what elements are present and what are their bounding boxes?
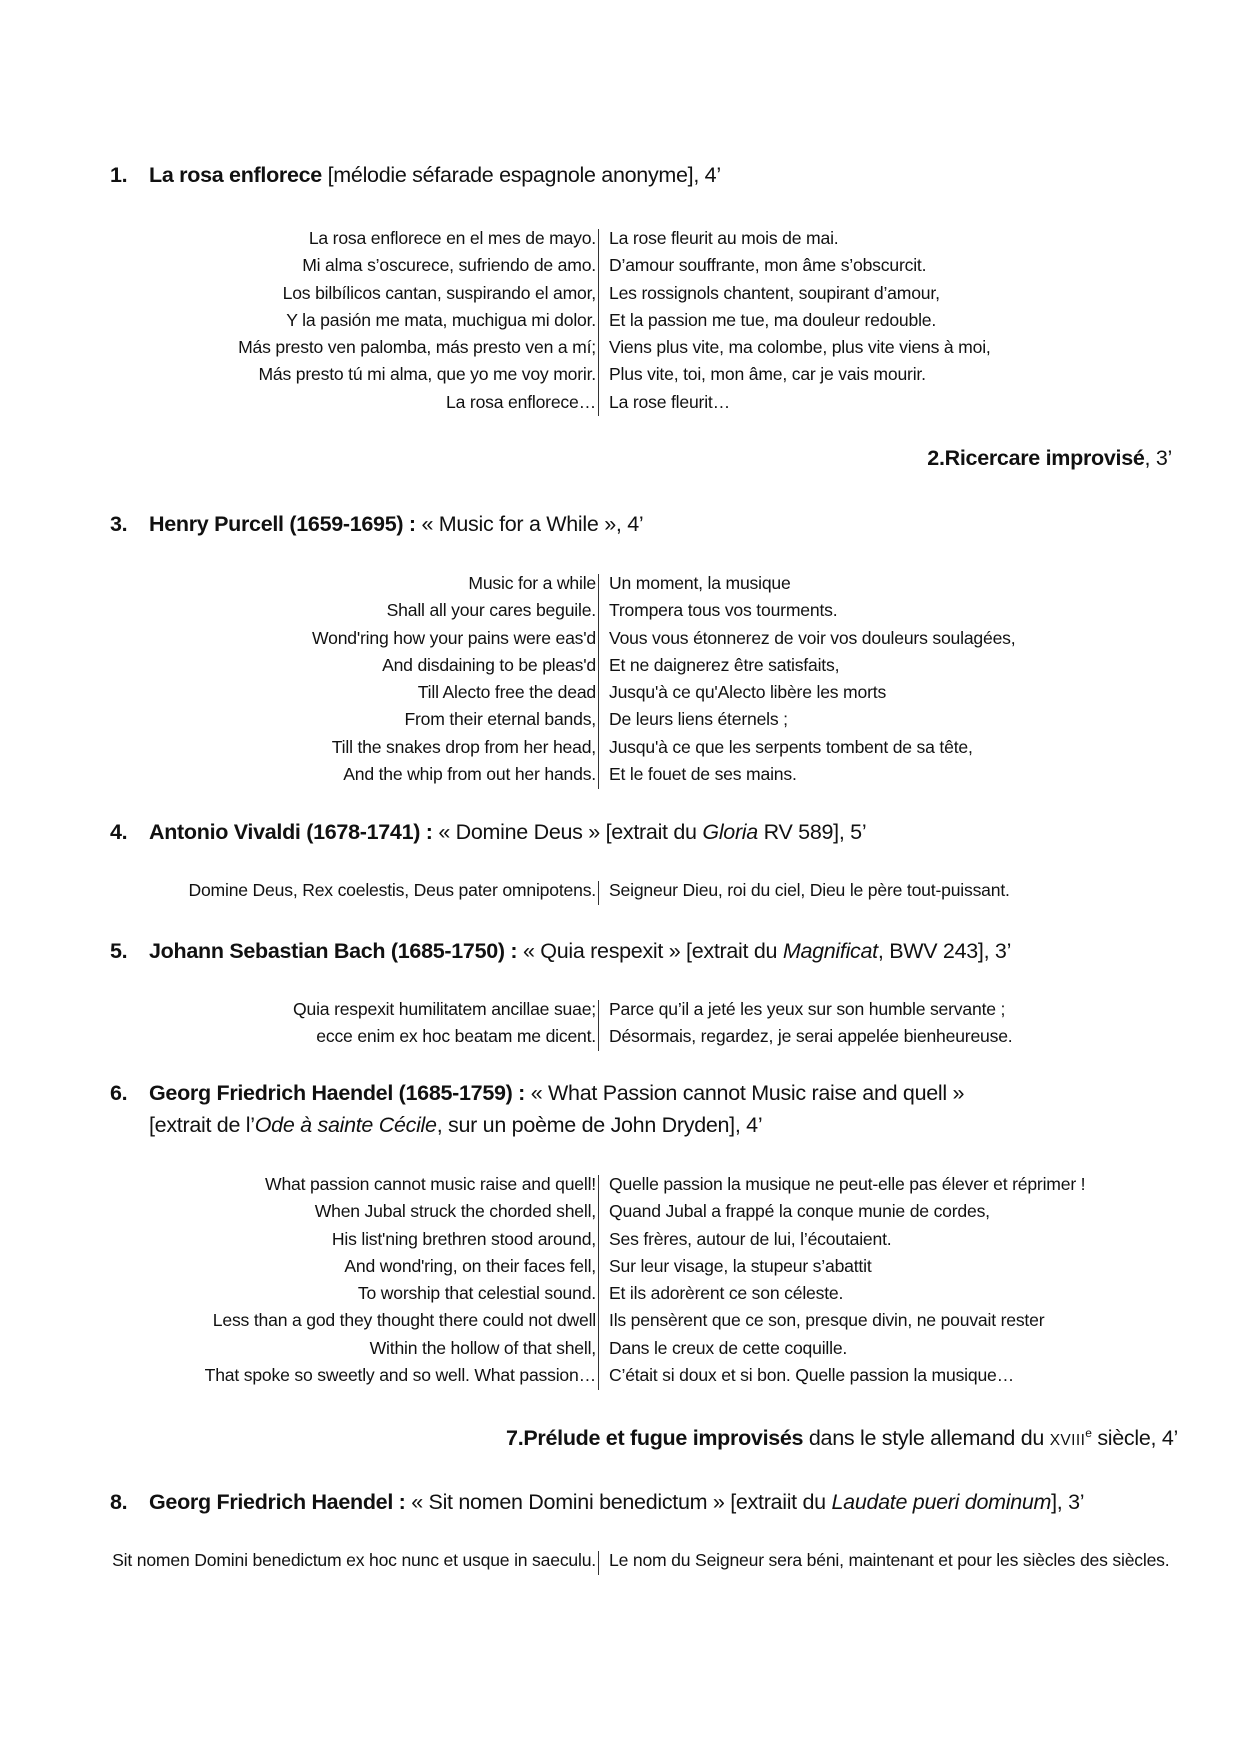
verse-line: [0, 1307, 1240, 1334]
verse-original: Quia respexit humilitatem ancillae suae;: [293, 999, 596, 1019]
verse-line: [0, 706, 1240, 733]
verse-line: [0, 1280, 1240, 1307]
verse-original: Más presto tú mi alma, que yo me voy morir.: [258, 364, 596, 385]
piece-number: 2.: [927, 446, 945, 470]
piece-details: [extrait de l’: [149, 1113, 255, 1137]
piece-title: Henry Purcell (1659-1695) :: [149, 512, 416, 536]
piece-5-heading: [110, 935, 1011, 967]
verse-line: [0, 877, 1240, 904]
verse-original: To worship that celestial sound.: [357, 1283, 596, 1304]
verse-original: Los bilbílicos cantan, suspirando el amor,: [282, 282, 596, 303]
verse-original: Mi alma s’oscurece, sufriendo de amo.: [302, 255, 596, 276]
piece-title: Georg Friedrich Haendel (1685-1759) :: [149, 1081, 526, 1105]
verse-translation: Et le fouet de ses mains.: [609, 764, 797, 785]
piece-details: , 3’: [1144, 446, 1172, 470]
verse-translation: La rose fleurit…: [609, 391, 730, 412]
piece-3-verses: [0, 570, 1240, 788]
piece-title: Johann Sebastian Bach (1685-1750) :: [149, 939, 518, 963]
verse-translation: Jusqu'à ce que les serpents tombent de sa tête,: [609, 736, 973, 757]
piece-details: siècle, 4’: [1091, 1426, 1178, 1450]
verse-translation: Le nom du Seigneur sera béni, maintenant et pour les siècles des siècles.: [609, 1550, 1170, 1570]
verse-line: [0, 252, 1240, 279]
piece-details-line-2: [110, 1109, 964, 1141]
verse-line: [0, 361, 1240, 388]
verse-line: [0, 1253, 1240, 1280]
verse-translation: D’amour souffrante, mon âme s’obscurcit.: [609, 255, 927, 276]
work-title: Gloria: [702, 820, 758, 844]
work-title: Magnificat: [782, 939, 878, 963]
verse-translation: Vous vous étonnerez de voir vos douleurs soulagées,: [609, 627, 1016, 648]
verse-translation: Plus vite, toi, mon âme, car je vais mourir.: [609, 364, 926, 385]
verse-translation: Quelle passion la musique ne peut-elle pas élever et réprimer !: [609, 1174, 1086, 1194]
verse-line: [0, 1226, 1240, 1253]
piece-number: 3.: [110, 512, 128, 536]
verse-original: ecce enim ex hoc beatam me dicent.: [316, 1026, 596, 1047]
piece-details: « Domine Deus » [extrait du: [432, 820, 703, 844]
verse-original: Sit nomen Domini benedictum ex hoc nunc et usque in saeculu.: [112, 1550, 596, 1570]
piece-6-verses: [0, 1171, 1240, 1389]
verse-original: Más presto ven palomba, más presto ven a mí;: [238, 337, 596, 358]
verse-original: Till Alecto free the dead: [417, 682, 596, 703]
verse-original: La rosa enflorece en el mes de mayo.: [308, 228, 596, 248]
work-title: Laudate pueri dominum: [831, 1490, 1052, 1514]
piece-6-heading: [110, 1077, 964, 1141]
verse-original: From their eternal bands,: [404, 709, 596, 730]
verse-original: That spoke so sweetly and so well. What passion…: [204, 1365, 596, 1386]
verse-original: Domine Deus, Rex coelestis, Deus pater omnipotens.: [188, 880, 596, 900]
piece-5-verses: [0, 996, 1240, 1051]
verse-translation: Jusqu'à ce qu'Alecto libère les morts: [609, 682, 887, 703]
verse-original: And the whip from out her hands.: [343, 764, 596, 785]
verse-line: [0, 225, 1240, 252]
verse-line: [0, 389, 1240, 416]
verse-translation: Ils pensèrent que ce son, presque divin, ne pouvait rester: [609, 1310, 1045, 1331]
piece-title: Prélude et fugue improvisés: [523, 1426, 804, 1450]
verse-line: [0, 679, 1240, 706]
piece-number: 5.: [110, 939, 128, 963]
piece-number: 8.: [110, 1490, 128, 1514]
verse-translation: Dans le creux de cette coquille.: [609, 1337, 848, 1358]
piece-title: La rosa enflorece: [149, 163, 322, 187]
verse-line: [0, 1171, 1240, 1198]
piece-3-heading: [110, 508, 643, 540]
verse-line: [0, 734, 1240, 761]
verse-line: [0, 307, 1240, 334]
verse-line: [0, 625, 1240, 652]
verse-original: Shall all your cares beguile.: [386, 600, 596, 621]
verse-original: Less than a god they thought there could not dwell: [212, 1310, 596, 1331]
verse-translation: Les rossignols chantent, soupirant d’amour,: [609, 282, 940, 303]
verse-translation: Et ils adorèrent ce son céleste.: [609, 1283, 844, 1304]
verse-original: Music for a while: [468, 573, 596, 593]
verse-line: [0, 280, 1240, 307]
verse-line: [0, 1362, 1240, 1389]
piece-4-heading: [110, 816, 866, 848]
verse-original: His list'ning brethren stood around,: [331, 1228, 596, 1249]
piece-2-heading: [906, 442, 1172, 474]
verse-original: Wond'ring how your pains were eas'd: [312, 627, 596, 648]
verse-original: What passion cannot music raise and quell!: [265, 1174, 596, 1194]
verse-translation: Un moment, la musique: [609, 573, 791, 593]
verse-original: Y la pasión me mata, muchigua mi dolor.: [286, 309, 596, 330]
piece-number: 4.: [110, 820, 128, 844]
piece-number: 6.: [110, 1081, 128, 1105]
piece-details: RV 589], 5’: [757, 820, 867, 844]
verse-translation: Et la passion me tue, ma douleur redouble.: [609, 309, 937, 330]
piece-details: « Music for a While », 4’: [415, 512, 644, 536]
verse-translation: Sur leur visage, la stupeur s’abattit: [609, 1255, 872, 1276]
verse-line: [0, 1547, 1240, 1574]
piece-8-verses: [0, 1547, 1240, 1574]
verse-translation: C’était si doux et si bon. Quelle passion la musique…: [609, 1365, 1015, 1386]
verse-translation: Trompera tous vos tourments.: [609, 600, 838, 621]
verse-line: [0, 996, 1240, 1023]
verse-translation: Quand Jubal a frappé la conque munie de cordes,: [609, 1201, 990, 1222]
piece-details: , sur un poème de John Dryden], 4’: [436, 1113, 763, 1137]
verse-original: And wond'ring, on their faces fell,: [344, 1255, 596, 1276]
piece-number: 7.: [506, 1426, 524, 1450]
century-numeral: XVIII: [1049, 1432, 1086, 1449]
piece-details: « Sit nomen Domini benedictum » [extraiit du: [405, 1490, 832, 1514]
piece-1-verses: [0, 225, 1240, 416]
piece-4-verses: [0, 877, 1240, 904]
piece-8-heading: [110, 1486, 1084, 1518]
verse-line: [0, 1335, 1240, 1362]
piece-title: Ricercare improvisé: [944, 446, 1145, 470]
piece-title: Georg Friedrich Haendel :: [149, 1490, 406, 1514]
verse-translation: La rose fleurit au mois de mai.: [609, 228, 839, 248]
verse-original: And disdaining to be pleas'd: [382, 654, 596, 675]
piece-details: dans le style allemand du: [803, 1426, 1050, 1450]
verse-translation: Désormais, regardez, je serai appelée bienheureuse.: [609, 1026, 1013, 1047]
verse-original: When Jubal struck the chorded shell,: [314, 1201, 596, 1222]
piece-1-heading: [110, 159, 721, 191]
piece-details: [mélodie séfarade espagnole anonyme], 4’: [321, 163, 721, 187]
verse-line: [0, 652, 1240, 679]
verse-line: [0, 570, 1240, 597]
verse-line: [0, 597, 1240, 624]
piece-number: 1.: [110, 163, 128, 187]
verse-translation: Ses frères, autour de lui, l’écoutaient.: [609, 1228, 892, 1249]
verse-translation: Et ne daignerez être satisfaits,: [609, 654, 840, 675]
verse-translation: De leurs liens éternels ;: [609, 709, 788, 730]
verse-original: Within the hollow of that shell,: [369, 1337, 596, 1358]
verse-translation: Parce qu’il a jeté les yeux sur son humble servante ;: [609, 999, 1006, 1019]
century-superscript: e: [1085, 1425, 1092, 1440]
work-title: Ode à sainte Cécile: [254, 1113, 437, 1137]
verse-original: La rosa enflorece…: [446, 391, 596, 412]
verse-translation: Viens plus vite, ma colombe, plus vite viens à moi,: [609, 337, 991, 358]
verse-line: [0, 761, 1240, 788]
verse-line: [0, 1023, 1240, 1050]
piece-title: Antonio Vivaldi (1678-1741) :: [149, 820, 433, 844]
verse-translation: Seigneur Dieu, roi du ciel, Dieu le père tout-puissant.: [609, 880, 1010, 900]
piece-details: « Quia respexit » [extrait du: [517, 939, 783, 963]
piece-details: « What Passion cannot Music raise and quell »: [525, 1081, 965, 1105]
verse-original: Till the snakes drop from her head,: [331, 736, 596, 757]
verse-line: [0, 1198, 1240, 1225]
verse-line: [0, 334, 1240, 361]
piece-details: , BWV 243], 3’: [877, 939, 1012, 963]
piece-details: ], 3’: [1051, 1490, 1085, 1514]
piece-7-heading: [484, 1422, 1178, 1457]
